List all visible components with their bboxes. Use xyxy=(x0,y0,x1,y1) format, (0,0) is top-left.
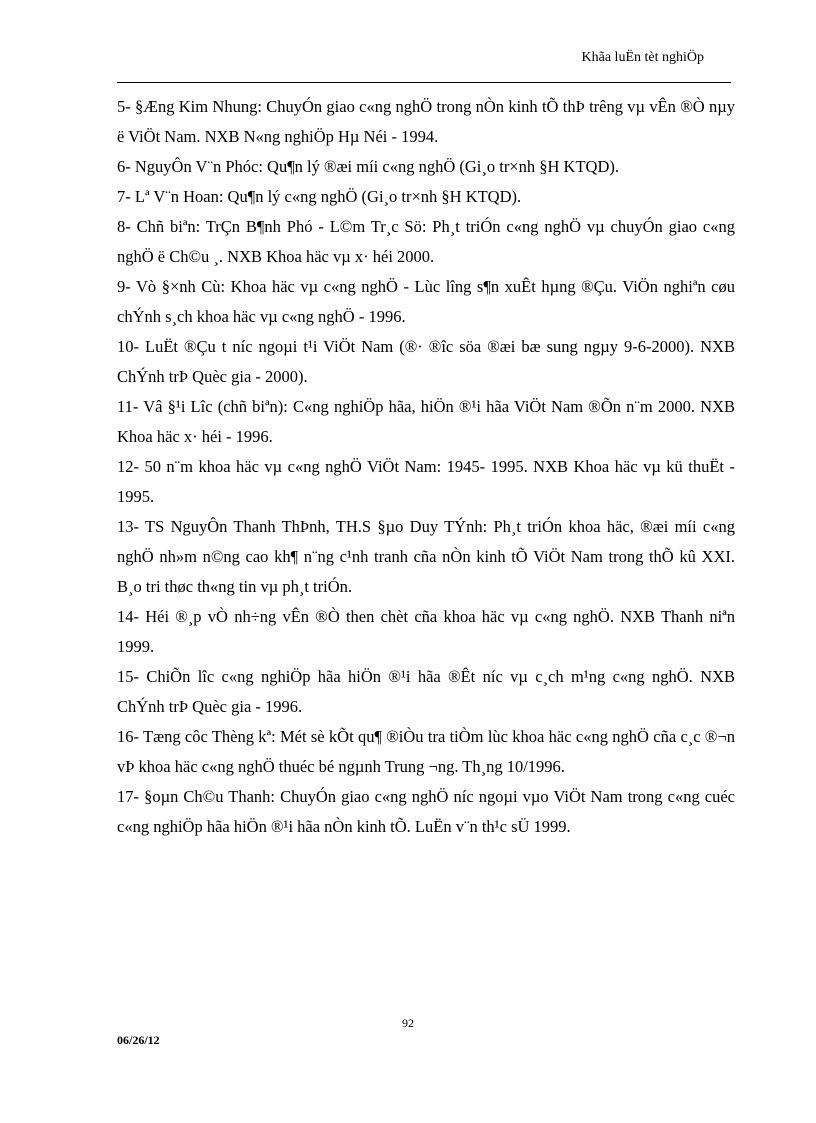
footer-date: 06/26/12 xyxy=(117,1033,160,1047)
reference-item-14: 14- Héi ®¸p vÒ nh÷ng vÊn ®Ò then chèt cña khoa häc vµ c«ng nghÖ. NXB Thanh niªn 1999. xyxy=(117,607,735,656)
reference-item-16: 16- Tæng côc Thèng kª: Mét sè kÕt qu¶ ®iÒu tra tiÒm lùc khoa häc c«ng nghÖ cña c¸c ®¬n vÞ khoa häc c«ng nghÖ thuéc bé ngµnh Trung ¬ng. Th¸ng 10/1996. xyxy=(117,727,735,776)
reference-item-7: 7- Lª V¨n Hoan: Qu¶n lý c«ng nghÖ (Gi¸o tr×nh §H KTQD). xyxy=(117,187,522,206)
reference-item-15: 15- ChiÕn lîc c«ng nghiÖp hãa hiÖn ®¹i hãa ®Êt níc vµ c¸ch m¹ng c«ng nghÖ. NXB ChÝnh trÞ Quèc gia - 1996. xyxy=(117,667,735,716)
header-divider xyxy=(117,82,731,83)
reference-item-8: 8- Chñ biªn: TrÇn B¶nh Phó - L©m Tr¸c Sö: Ph¸t triÓn c«ng nghÖ vµ chuyÓn giao c«ng nghÖ ë Ch©u ¸. NXB Khoa häc vµ x· héi 2000. xyxy=(117,217,735,266)
reference-list xyxy=(117,92,735,842)
reference-item-11: 11- Vâ §¹i Lîc (chñ biªn): C«ng nghiÖp hãa, hiÖn ®¹i hãa ViÖt Nam ®Õn n¨m 2000. NXB Khoa häc x· héi - 1996. xyxy=(117,397,735,446)
reference-item-17: 17- §oµn Ch©u Thanh: ChuyÓn giao c«ng nghÖ níc ngoµi vµo ViÖt Nam trong c«ng cuéc c«ng nghiÖp hãa hiÖn ®¹i hãa nÒn kinh tÕ. LuËn v¨n th¹c sÜ 1999. xyxy=(117,787,735,836)
header-title: Khãa luËn tèt nghiÖp xyxy=(581,50,704,65)
reference-item-9: 9- Vò §×nh Cù: Khoa häc vµ c«ng nghÖ - Lùc lîng s¶n xuÊt hµng ®Çu. ViÖn nghiªn cøu chÝnh s¸ch khoa häc vµ c«ng nghÖ - 1996. xyxy=(117,277,735,326)
reference-item-5: 5- §Æng Kim Nhung: ChuyÓn giao c«ng nghÖ trong nÒn kinh tÕ thÞ trêng vµ vÊn ®Ò nµy ë ViÖt Nam. NXB N«ng nghiÖp Hµ Néi - 1994. xyxy=(117,97,735,146)
reference-item-13: 13- TS NguyÔn Thanh ThÞnh, TH.S §µo Duy TÝnh: Ph¸t triÓn khoa häc, ®æi míi c«ng nghÖ nh»m n©ng cao kh¶ n¨ng c¹nh tranh cña nÒn kinh tÕ ViÖt Nam trong thÕ kû XXI. B¸o tri thøc th«ng tin vµ ph¸t triÓn. xyxy=(117,517,735,596)
reference-item-6: 6- NguyÔn V¨n Phóc: Qu¶n lý ®æi míi c«ng nghÖ (Gi¸o tr×nh §H KTQD). xyxy=(117,157,619,176)
page-number: 92 xyxy=(402,1016,414,1030)
reference-item-12: 12- 50 n¨m khoa häc vµ c«ng nghÖ ViÖt Nam: 1945- 1995. NXB Khoa häc vµ kü thuËt - 1995. xyxy=(117,457,735,506)
reference-item-10: 10- LuËt ®Çu t níc ngoµi t¹i ViÖt Nam (®· ®îc söa ®æi bæ sung ngµy 9-6-2000). NXB ChÝnh trÞ Quèc gia - 2000). xyxy=(117,337,735,386)
